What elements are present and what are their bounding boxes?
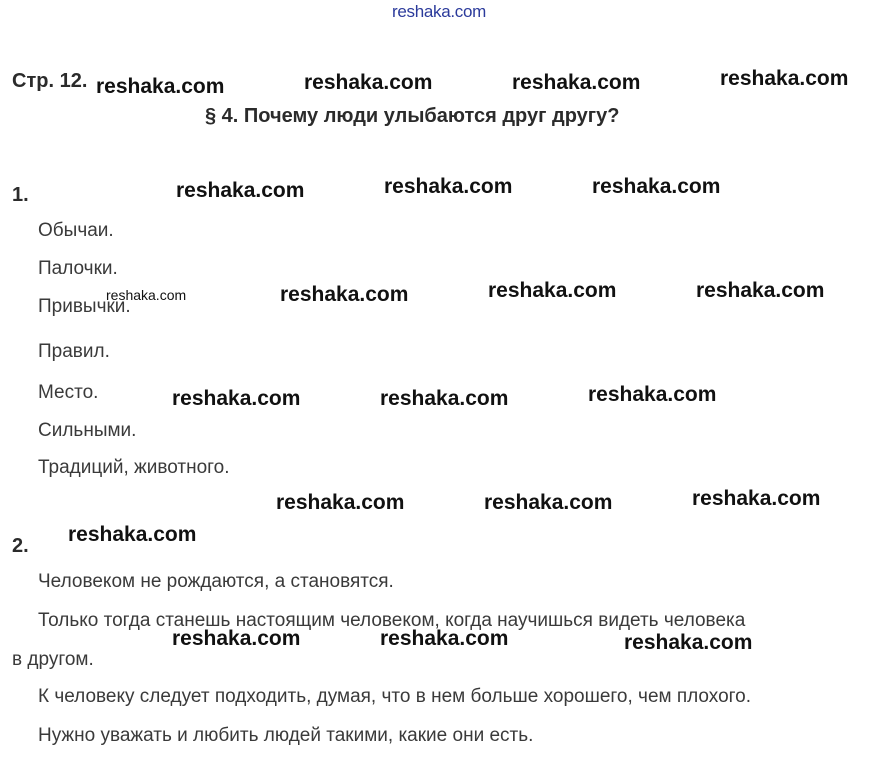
- watermark: reshaka.com: [720, 67, 849, 90]
- watermark: reshaka.com: [172, 627, 301, 650]
- watermark: reshaka.com: [280, 283, 409, 306]
- watermark: reshaka.com: [68, 523, 197, 546]
- watermark: reshaka.com: [96, 75, 225, 98]
- watermark: reshaka.com: [276, 491, 405, 514]
- watermark: reshaka.com: [380, 387, 509, 410]
- watermark: reshaka.com: [484, 491, 613, 514]
- watermark: reshaka.com: [624, 631, 753, 654]
- watermark: reshaka.com: [692, 487, 821, 510]
- task1-answer-5: Место.: [38, 382, 99, 403]
- watermark: reshaka.com: [512, 71, 641, 94]
- watermark: reshaka.com: [172, 387, 301, 410]
- task2-answer-2-cont: в другом.: [12, 649, 94, 670]
- task1-answer-6: Сильными.: [38, 420, 137, 441]
- task1-answer-3: Привычки.: [38, 296, 131, 317]
- task1-answer-7: Традиций, животного.: [38, 457, 230, 478]
- watermark: reshaka.com: [588, 383, 717, 406]
- task2-number: 2.: [12, 535, 29, 557]
- watermark: reshaka.com: [304, 71, 433, 94]
- task2-answer-2: Только тогда станешь настоящим человеком, когда научишься видеть человека: [38, 610, 746, 631]
- watermark-small: reshaka.com: [106, 287, 187, 303]
- watermark: reshaka.com: [696, 279, 825, 302]
- task2-answer-3: К человеку следует подходить, думая, что в нем больше хорошего, чем плохого.: [38, 686, 752, 707]
- task2-answer-4: Нужно уважать и любить людей такими, какие они есть.: [38, 725, 534, 746]
- task1-number: 1.: [12, 184, 29, 206]
- watermark: reshaka.com: [592, 175, 721, 198]
- task1-answer-2: Палочки.: [38, 258, 118, 279]
- watermark: reshaka.com: [176, 179, 305, 202]
- task2-answer-1: Человеком не рождаются, а становятся.: [38, 571, 394, 592]
- watermark: reshaka.com: [488, 279, 617, 302]
- task1-answer-4: Правил.: [38, 341, 110, 362]
- watermark: reshaka.com: [384, 175, 513, 198]
- top-watermark: reshaka.com: [392, 2, 487, 21]
- section-title: § 4. Почему люди улыбаются друг другу?: [205, 105, 620, 127]
- watermark: reshaka.com: [380, 627, 509, 650]
- task1-answer-1: Обычаи.: [38, 220, 114, 241]
- page-label: Стр. 12.: [12, 70, 88, 92]
